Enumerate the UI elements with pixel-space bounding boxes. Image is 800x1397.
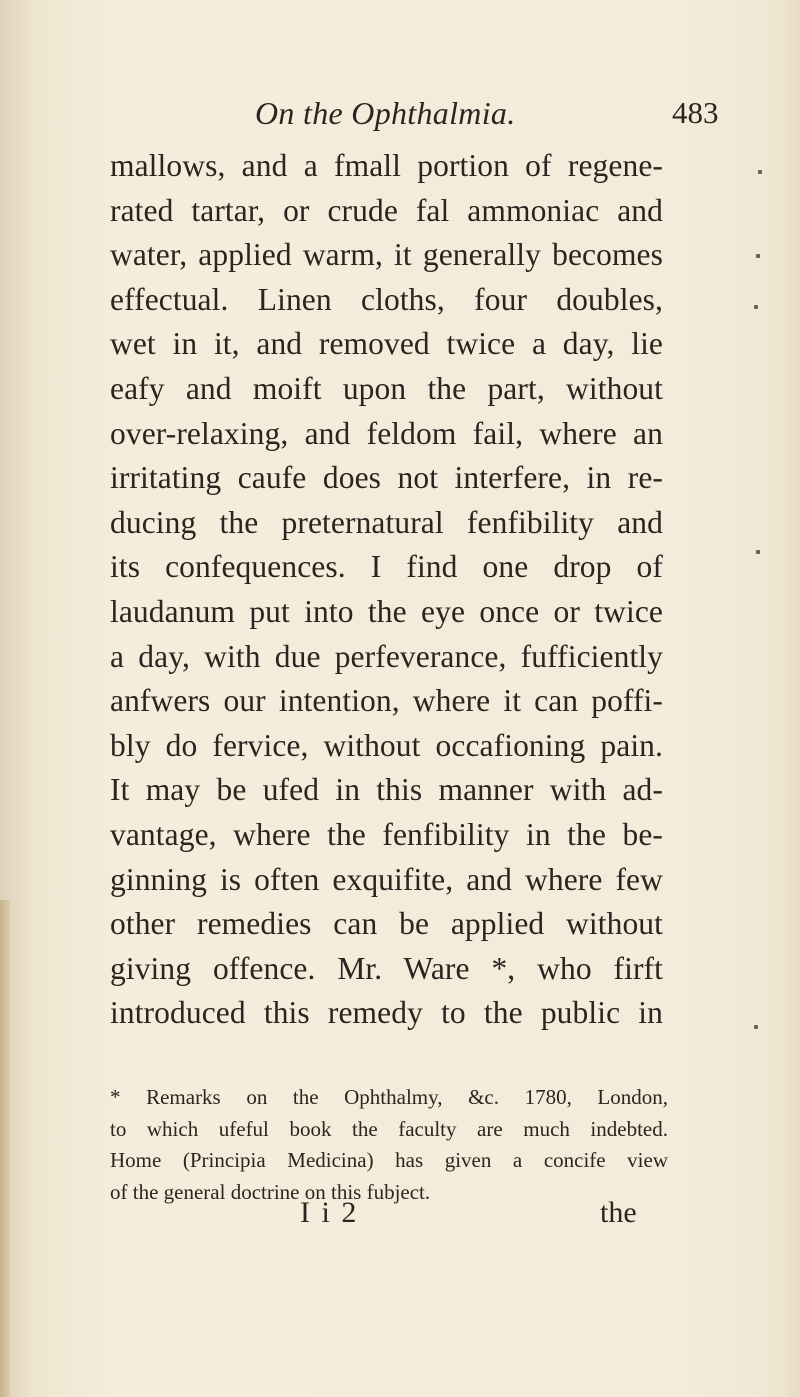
speck <box>756 550 760 554</box>
footnote <box>110 1082 670 1208</box>
text-line: ginning is often exquifite, and where few <box>110 861 663 897</box>
text-line: water, applied warm, it generally becomes <box>110 237 663 273</box>
text-line: other remedies can be applied without <box>110 906 663 942</box>
text-line: irritating caufe does not interfere, in re- <box>110 460 663 496</box>
running-head <box>0 95 800 135</box>
text-line: giving offence. Mr. Ware *, who firft <box>110 950 663 986</box>
text-line: mallows, and a fmall portion of regene- <box>110 148 663 183</box>
text-line: anfwers our intention, where it can poffi- <box>110 683 663 719</box>
speck <box>758 170 762 174</box>
footnote-line: to which ufeful book the faculty are much indebted. <box>110 1116 668 1141</box>
footnote-line: Home (Principia Medicina) has given a concife view <box>110 1148 668 1172</box>
catchword: the <box>600 1196 637 1229</box>
text-line: laudanum put into the eye once or twice <box>110 593 663 629</box>
running-title: On the Ophthalmia. <box>255 95 516 131</box>
text-line: ducing the preternatural fenfibility and <box>110 504 663 540</box>
text-line: over-relaxing, and feldom fail, where an <box>110 415 663 451</box>
text-line: effectual. Linen cloths, four doubles, <box>110 281 663 317</box>
footnote-line: of the general doctrine on this fubject. <box>110 1179 431 1204</box>
text-line: rated tartar, or crude fal ammoniac and <box>110 192 663 228</box>
text-line: introduced this remedy to the public in <box>110 995 663 1031</box>
footnote-line: * Remarks on the Ophthalmy, &c. 1780, London, <box>110 1085 668 1109</box>
text-line: bly do fervice, without occafioning pain. <box>110 727 663 763</box>
text-line: vantage, where the fenfibility in the be- <box>110 816 663 852</box>
text-line: It may be ufed in this manner with ad- <box>110 772 663 808</box>
text-line: eafy and moift upon the part, without <box>110 370 663 406</box>
text-line: a day, with due perfeverance, fufficiently <box>110 638 663 674</box>
signature-mark: I i 2 <box>300 1196 359 1229</box>
speck <box>756 254 760 258</box>
page-number: 483 <box>672 95 719 130</box>
text-line: its confequences. I find one drop of <box>110 549 663 585</box>
body-text <box>110 144 750 1036</box>
text-line: wet in it, and removed twice a day, lie <box>110 326 663 362</box>
speck <box>754 1025 758 1029</box>
speck <box>754 305 758 309</box>
page-edge-shadow <box>0 900 10 1397</box>
